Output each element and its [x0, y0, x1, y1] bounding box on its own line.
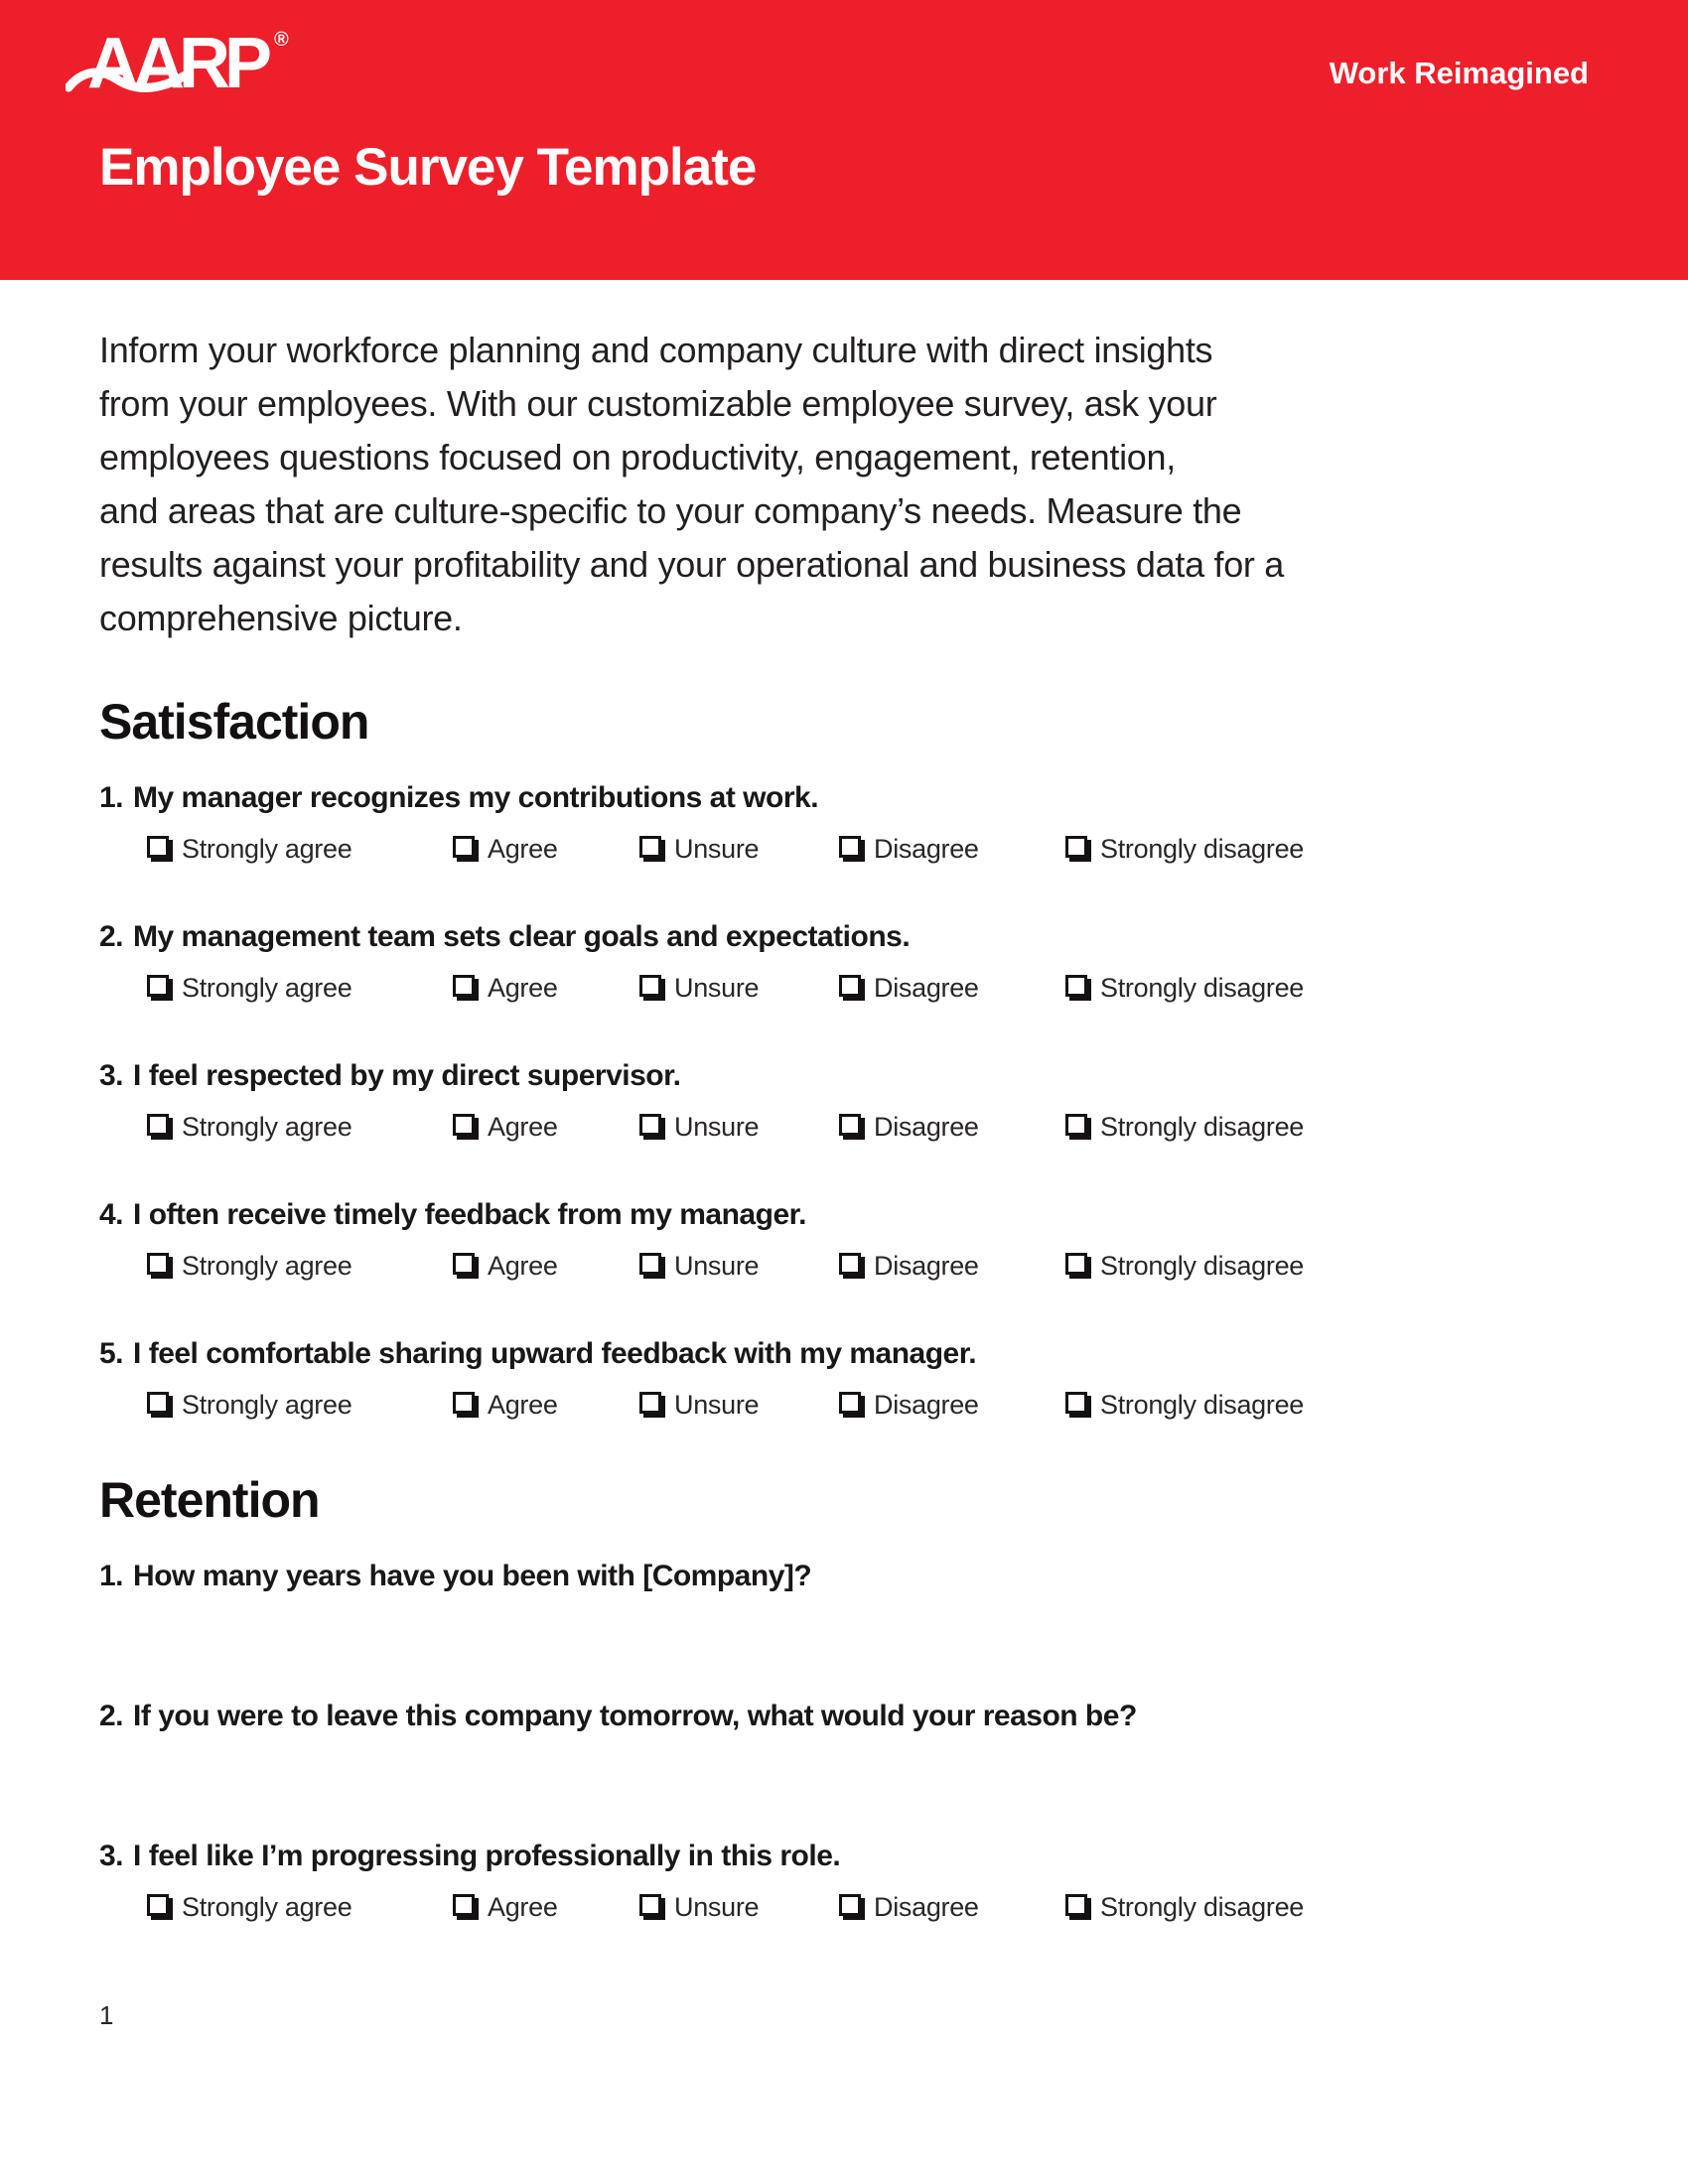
- likert-option: Unsure: [639, 1251, 839, 1282]
- likert-option: Strongly disagree: [1065, 834, 1304, 865]
- checkbox-icon[interactable]: [1065, 836, 1087, 858]
- checkbox-icon[interactable]: [1065, 1253, 1087, 1275]
- question-text: 1. How many years have you been with [Company]?: [99, 1560, 812, 1592]
- likert-option: Disagree: [839, 973, 1065, 1004]
- checkbox-icon[interactable]: [639, 1392, 661, 1414]
- checkbox-icon[interactable]: [453, 1114, 475, 1136]
- question: [99, 1699, 1589, 1734]
- question: [99, 780, 1589, 868]
- question-text: 3. I feel respected by my direct supervisor.: [99, 1059, 681, 1092]
- likert-option: Strongly agree: [147, 1112, 453, 1143]
- checkbox-icon[interactable]: [639, 975, 661, 997]
- question-text: 2. My management team sets clear goals and expectations.: [99, 920, 911, 953]
- checkbox-icon[interactable]: [453, 1894, 475, 1916]
- likert-option: Strongly agree: [147, 1892, 453, 1923]
- likert-option: Strongly agree: [147, 834, 453, 865]
- question-text: 4. I often receive timely feedback from my manager.: [99, 1198, 806, 1231]
- intro-line: Inform your workforce planning and company culture with direct insights: [99, 330, 1213, 370]
- likert-option: Strongly disagree: [1065, 1892, 1304, 1923]
- question: [99, 1336, 1589, 1424]
- checkbox-icon[interactable]: [1065, 1894, 1087, 1916]
- intro-line: employees questions focused on productivity, engagement, retention,: [99, 437, 1176, 478]
- page-footer: [99, 2000, 1589, 2031]
- likert-option: Strongly agree: [147, 1251, 453, 1282]
- question: [99, 1839, 1589, 1926]
- likert-options-row: [147, 1386, 1589, 1424]
- likert-option: Disagree: [839, 1892, 1065, 1923]
- likert-option: Unsure: [639, 1390, 839, 1421]
- likert-options-row: [147, 1108, 1589, 1146]
- question: [99, 1559, 1589, 1594]
- likert-option: Strongly disagree: [1065, 1390, 1304, 1421]
- registered-mark: ®: [274, 29, 289, 51]
- likert-option: Agree: [453, 1251, 639, 1282]
- likert-option: Agree: [453, 1112, 639, 1143]
- checkbox-icon[interactable]: [839, 1392, 861, 1414]
- page-number: 1: [99, 2000, 114, 2030]
- question: [99, 1058, 1589, 1146]
- checkbox-icon[interactable]: [839, 1114, 861, 1136]
- intro-line: results against your profitability and your operational and business data for a: [99, 544, 1285, 585]
- question-text: 2. If you were to leave this company tomorrow, what would your reason be?: [99, 1700, 1137, 1732]
- checkbox-icon[interactable]: [1065, 1114, 1087, 1136]
- likert-option: Disagree: [839, 1390, 1065, 1421]
- likert-option: Unsure: [639, 1892, 839, 1923]
- checkbox-icon[interactable]: [147, 975, 169, 997]
- question: [99, 919, 1589, 1007]
- checkbox-icon[interactable]: [639, 1114, 661, 1136]
- likert-option: Agree: [453, 973, 639, 1004]
- likert-option: Agree: [453, 1390, 639, 1421]
- aarp-logo: [87, 24, 289, 103]
- checkbox-icon[interactable]: [1065, 1392, 1087, 1414]
- likert-option: Agree: [453, 834, 639, 865]
- likert-option: Strongly agree: [147, 973, 453, 1004]
- checkbox-icon[interactable]: [147, 836, 169, 858]
- question-text: 3. I feel like I’m progressing professionally in this role.: [99, 1840, 841, 1872]
- checkbox-icon[interactable]: [839, 836, 861, 858]
- checkbox-icon[interactable]: [147, 1253, 169, 1275]
- likert-options-row: [147, 1888, 1589, 1926]
- section-heading-retention: Retention: [99, 1472, 320, 1528]
- document-body: [0, 324, 1688, 2031]
- intro-line: and areas that are culture-specific to your company’s needs. Measure the: [99, 490, 1242, 531]
- question: [99, 1197, 1589, 1285]
- checkbox-icon[interactable]: [839, 1894, 861, 1916]
- page-title: Employee Survey Template: [99, 138, 757, 197]
- section-heading-satisfaction: Satisfaction: [99, 694, 369, 750]
- checkbox-icon[interactable]: [839, 1253, 861, 1275]
- likert-option: Disagree: [839, 834, 1065, 865]
- likert-option: Strongly agree: [147, 1390, 453, 1421]
- checkbox-icon[interactable]: [639, 836, 661, 858]
- likert-option: Unsure: [639, 1112, 839, 1143]
- checkbox-icon[interactable]: [453, 975, 475, 997]
- question-text: 5. I feel comfortable sharing upward feedback with my manager.: [99, 1337, 977, 1370]
- likert-option: Strongly disagree: [1065, 1112, 1304, 1143]
- checkbox-icon[interactable]: [453, 1253, 475, 1275]
- checkbox-icon[interactable]: [453, 1392, 475, 1414]
- likert-option: Strongly disagree: [1065, 973, 1304, 1004]
- question-text: 1. My manager recognizes my contributions at work.: [99, 781, 819, 814]
- likert-option: Agree: [453, 1892, 639, 1923]
- likert-option: Disagree: [839, 1112, 1065, 1143]
- likert-option: Strongly disagree: [1065, 1251, 1304, 1282]
- likert-option: Unsure: [639, 834, 839, 865]
- intro-paragraph: [99, 324, 1589, 645]
- checkbox-icon[interactable]: [147, 1392, 169, 1414]
- checkbox-icon[interactable]: [839, 975, 861, 997]
- likert-options-row: [147, 969, 1589, 1007]
- checkbox-icon[interactable]: [453, 836, 475, 858]
- checkbox-icon[interactable]: [639, 1253, 661, 1275]
- intro-line: comprehensive picture.: [99, 598, 463, 638]
- likert-options-row: [147, 830, 1589, 868]
- likert-option: Disagree: [839, 1251, 1065, 1282]
- header-band: [0, 0, 1688, 280]
- checkbox-icon[interactable]: [639, 1894, 661, 1916]
- program-name: Work Reimagined: [1329, 56, 1589, 90]
- intro-line: from your employees. With our customizable employee survey, ask your: [99, 383, 1217, 424]
- checkbox-icon[interactable]: [147, 1114, 169, 1136]
- checkbox-icon[interactable]: [1065, 975, 1087, 997]
- aarp-swoosh-icon: [66, 64, 195, 97]
- likert-options-row: [147, 1247, 1589, 1285]
- checkbox-icon[interactable]: [147, 1894, 169, 1916]
- brand-name: AARP: [87, 24, 267, 103]
- likert-option: Unsure: [639, 973, 839, 1004]
